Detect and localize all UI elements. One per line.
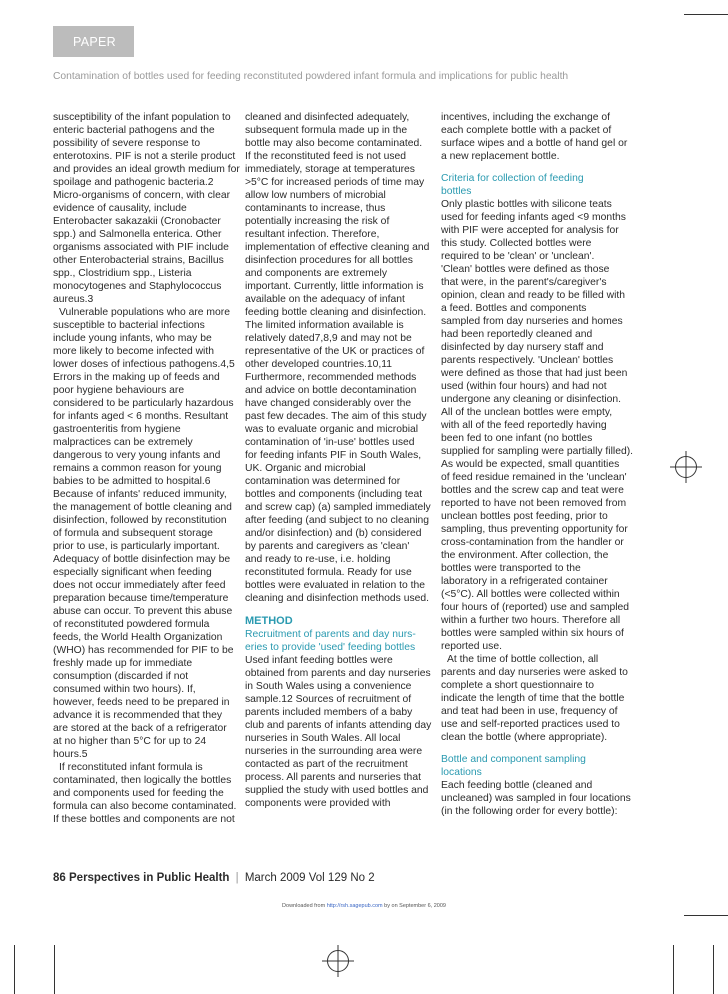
text-line: and components used for feeding the — [53, 788, 224, 799]
text-line: feeds, the World Health Organization — [53, 632, 223, 643]
text-line: by parents and caregivers as 'clean' — [245, 541, 410, 552]
text-line: Vulnerable populations who are more — [59, 307, 230, 318]
registration-mark-bottom — [327, 950, 349, 972]
text-line: disinfected by day nursery staff and — [441, 342, 604, 353]
text-line: formula can also become contaminated. — [53, 801, 237, 812]
text-line: club and parents of infants attending day — [245, 720, 432, 731]
page-number: 86 — [53, 872, 66, 884]
text-line: 'Clean' bottles were defined as those — [441, 264, 610, 275]
text-line: contaminants to increase, thus — [245, 203, 386, 214]
text-line: disinfection, followed by reconstitution — [53, 515, 227, 526]
text-line: contacted as part of the recruitment — [245, 759, 408, 770]
text-line: Enterobacter sakazakii (Cronobacter — [53, 216, 221, 227]
text-line: reported to have not been removed from — [441, 498, 627, 509]
text-line: prior to use, is particularly important. — [53, 541, 220, 552]
footer-separator: | — [235, 872, 239, 884]
text-line: Used infant feeding bottles were — [245, 655, 393, 666]
text-line: within a further two hours. Therefore all — [441, 615, 621, 626]
text-line: for infants aged < 6 months. Resultant — [53, 411, 229, 422]
text-line: remains a common reason for young — [53, 463, 222, 474]
text-line: representative of the UK or practices of — [245, 346, 425, 357]
text-line: Furthermore, recommended methods — [245, 372, 417, 383]
text-line: uncleaned) was sampled in four locations — [441, 793, 631, 804]
text-line: clean the bottle (where appropriate). — [441, 732, 608, 743]
text-line: use and self-reported practices used to — [441, 719, 620, 730]
text-line: more likely to become infected with — [53, 346, 214, 357]
text-line: feeding bottle cleaning and disinfection. — [245, 307, 427, 318]
text-line: and teat had been in use, frequency of — [441, 706, 618, 717]
text-line: consumed within two hours). If, — [53, 684, 196, 695]
subheading-line: locations — [441, 767, 482, 778]
text-line: potentially increasing the risk of — [245, 216, 390, 227]
crop-mark-bc2 — [673, 945, 674, 994]
text-line: Errors in the making up of feeds and — [53, 372, 220, 383]
text-line: sampling, thus preventing opportunity for — [441, 524, 628, 535]
column-1 — [53, 111, 249, 826]
text-line: other developed countries.10,11 — [245, 359, 393, 370]
text-line: process. All parents and nurseries that — [245, 772, 421, 783]
text-line: disinfection procedures for all bottles — [245, 255, 413, 266]
text-line: dangerous to very young infants and — [53, 450, 221, 461]
text-line: past few decades. The aim of this study — [245, 411, 427, 422]
text-line: surface wipes and a bottle of hand gel or — [441, 138, 628, 149]
text-line: cross-contamination from the handler or — [441, 537, 624, 548]
text-line: have changed considerably over the — [245, 398, 412, 409]
text-line: of feed residue remained in the 'unclean' — [441, 472, 627, 483]
text-line: of reconstituted powdered formula — [53, 619, 210, 630]
text-line: spp.) and Salmonella enterica. Other — [53, 229, 222, 240]
subheading-line: eries to provide 'used' feeding bottles — [245, 642, 416, 653]
text-line: evidence of causality, include — [53, 203, 187, 214]
text-line: subsequent formula made up in the — [245, 125, 408, 136]
text-line: (WHO) has recommended for PIF to be — [53, 645, 234, 656]
text-line: four hours of (reported) use and sampled — [441, 602, 630, 613]
text-line: parents included members of a baby — [245, 707, 413, 718]
text-line: At the time of bottle collection, all — [447, 654, 599, 665]
column-3 — [441, 111, 637, 818]
subheading-line: bottles — [441, 186, 472, 197]
text-line: does not occur immediately after feed — [53, 580, 226, 591]
text-line: reported use. — [441, 641, 502, 652]
text-line: used (within four hours) and had not — [441, 381, 607, 392]
text-line: sampled from day nurseries and homes — [441, 316, 623, 327]
text-line: consumption (discarded if not — [53, 671, 189, 682]
text-line: advance it is recommended that they — [53, 710, 223, 721]
text-line: with all of the feed reportedly having — [441, 420, 607, 431]
text-line: allow low numbers of microbial — [245, 190, 386, 201]
text-line: immediately, storage at temperatures — [245, 164, 415, 175]
text-line: relatively dated7,8,9 and may not be — [245, 333, 412, 344]
text-line: been fed to one infant (no bottles — [441, 433, 593, 444]
subheading-line: Bottle and component sampling — [441, 754, 586, 765]
text-line: aureus.3 — [53, 294, 94, 305]
text-line: cleaning and disinfection methods used. — [245, 593, 430, 604]
text-line: that were, in the parent's/caregiver's — [441, 277, 607, 288]
text-line: after feeding (and subject to no cleaning — [245, 515, 430, 526]
text-line: for feeding infants PIF in South Wales, — [245, 450, 422, 461]
text-line: enteric bacterial pathogens and the — [53, 125, 215, 136]
text-line: each complete bottle with a packet of — [441, 125, 612, 136]
text-line: possibility of severe response to — [53, 138, 201, 149]
text-line: required to be 'clean' or 'unclean'. — [441, 251, 595, 262]
crop-mark-bl — [14, 945, 15, 994]
text-line: sample.12 Sources of recruitment of — [245, 694, 412, 705]
text-line: a new replacement bottle. — [441, 151, 560, 162]
journal-title: Perspectives in Public Health — [69, 872, 230, 884]
text-line: the environment. After collection, the — [441, 550, 609, 561]
text-line: laboratory in a refrigerated container — [441, 576, 608, 587]
text-line: contaminated, then logically the bottles — [53, 775, 232, 786]
text-line: poor hygiene behaviours are — [53, 385, 185, 396]
text-line: and ready to re-use, i.e. holding — [245, 554, 391, 565]
text-line: had been reportedly cleaned and — [441, 329, 593, 340]
text-line: reconstituted formula. Ready for use — [245, 567, 412, 578]
text-line: considered to be particularly hazardous — [53, 398, 234, 409]
text-line: at no higher than 5°C for up to 24 — [53, 736, 207, 747]
text-line: monocytogenes and Staphylococcus — [53, 281, 222, 292]
subheading-line: Recruitment of parents and day nurs- — [245, 629, 416, 640]
text-line: preparation because time/temperature — [53, 593, 229, 604]
text-line: bottles were transported to the — [441, 563, 581, 574]
section-heading-method: METHOD — [245, 615, 293, 627]
text-line: hours.5 — [53, 749, 88, 760]
text-line: lower doses of infectious pathogens.4,5 — [53, 359, 235, 370]
text-line: was to evaluate organic and microbial — [245, 424, 419, 435]
section-tab: PAPER — [53, 26, 134, 57]
text-line: in South Wales using a convenience — [245, 681, 412, 692]
text-line: susceptibility of the infant population to — [53, 112, 231, 123]
issue-info: March 2009 Vol 129 No 2 — [244, 872, 375, 884]
text-line: abuse can occur. To prevent this abuse — [53, 606, 233, 617]
text-line: The limited information available is — [245, 320, 404, 331]
text-line: parents respectively. 'Unclean' bottles — [441, 355, 614, 366]
text-line: contamination was determined for — [245, 476, 401, 487]
crop-mark-bc — [54, 945, 55, 994]
text-line: babies to be admitted to hospital.6 — [53, 476, 211, 487]
text-line: (<5°C). All bottles were collected within — [441, 589, 620, 600]
subheading-line: Criteria for collection of feeding — [441, 173, 584, 184]
text-line: were defined as those that had just been — [441, 368, 628, 379]
registration-mark-right — [675, 456, 697, 478]
text-line: complete a short questionnaire to — [441, 680, 594, 691]
text-line: opinion, clean and ready to be filled with — [441, 290, 626, 301]
text-line: resultant infection. Therefore, — [245, 229, 380, 240]
text-line: this study. Collected bottles were — [441, 238, 592, 249]
text-line: implementation of effective cleaning and — [245, 242, 430, 253]
crop-mark-br2 — [713, 945, 714, 994]
text-line: especially significant when feeding — [53, 567, 212, 578]
text-line: supplied the study with used bottles and — [245, 785, 429, 796]
text-line: enterotoxins. PIF is not a sterile product — [53, 151, 236, 162]
text-line: bottles and components (including teat — [245, 489, 423, 500]
text-line: include young infants, who may be — [53, 333, 212, 344]
text-line: UK. Organic and microbial — [245, 463, 366, 474]
text-line: a feed. Bottles and components — [441, 303, 587, 314]
download-link[interactable]: http://rsh.sagepub.com — [326, 903, 383, 909]
text-line: nurseries in the surrounding area were — [245, 746, 423, 757]
column-2 — [245, 111, 441, 810]
text-line: gastroenteritis from hygiene — [53, 424, 181, 435]
text-line: As would be expected, small quantities — [441, 459, 620, 470]
text-line: used for feeding infants aged <9 months — [441, 212, 626, 223]
text-line: freshly made up for immediate — [53, 658, 193, 669]
crop-mark-tr — [684, 14, 728, 15]
text-line: If these bottles and components are not — [53, 814, 235, 825]
text-line: nurseries in South Wales. All local — [245, 733, 401, 744]
crop-mark-br — [684, 915, 728, 916]
text-line: Only plastic bottles with silicone teats — [441, 199, 612, 210]
text-line: with PIF were accepted for analysis for — [441, 225, 619, 236]
text-line: components were provided with — [245, 798, 391, 809]
text-line: contamination of 'in-use' bottles used — [245, 437, 415, 448]
text-line: susceptible to bacterial infections — [53, 320, 205, 331]
text-line: cleaned and disinfected adequately, — [245, 112, 410, 123]
text-line: bottle may also become contaminated. — [245, 138, 423, 149]
text-line: of formula and subsequent storage — [53, 528, 213, 539]
download-notice — [0, 903, 728, 909]
text-line: If the reconstituted feed is not used — [245, 151, 407, 162]
page-footer — [53, 872, 375, 884]
text-line: All of the unclean bottles were empty, — [441, 407, 613, 418]
text-line: the management of bottle cleaning and — [53, 502, 232, 513]
running-title: Contamination of bottles used for feeding reconstituted powdered infant formula and implications for public health — [53, 71, 569, 82]
text-line: Adequacy of bottle disinfection may be — [53, 554, 231, 565]
text-line: important. Currently, little information is — [245, 281, 424, 292]
text-line: unclean bottles post feeding, prior to — [441, 511, 608, 522]
text-line: supplied for sampling were partially filled). — [441, 446, 634, 457]
text-line: Each feeding bottle (cleaned and — [441, 780, 593, 791]
text-line: bottles and the screw cap and teat were — [441, 485, 624, 496]
text-line: and/or disinfection) and (b) considered — [245, 528, 422, 539]
text-line: >5°C for increased periods of time may — [245, 177, 425, 188]
text-line: spoilage and pathogenic bacteria.2 — [53, 177, 214, 188]
text-line: and provides an ideal growth medium for — [53, 164, 240, 175]
text-line: Because of infants' reduced immunity, — [53, 489, 227, 500]
text-line: bottles were sampled within six hours of — [441, 628, 624, 639]
text-line: Micro-organisms of concern, with clear — [53, 190, 231, 201]
text-line: other Enterobacterial strains, Bacillus — [53, 255, 224, 266]
text-line: If reconstituted infant formula is — [59, 762, 203, 773]
text-line: undergone any cleaning or disinfection. — [441, 394, 621, 405]
text-line: are stored at the back of a refrigerator — [53, 723, 227, 734]
text-line: (in the following order for every bottle): — [441, 806, 618, 817]
text-line: and components are extremely — [245, 268, 388, 279]
text-line: and advice on bottle decontamination — [245, 385, 417, 396]
text-line: incentives, including the exchange of — [441, 112, 611, 123]
text-line: indicate the length of time that the bottle — [441, 693, 625, 704]
text-line: malpractices can be extremely — [53, 437, 193, 448]
download-prefix: Downloaded from — [282, 903, 326, 909]
text-line: parents and day nurseries were asked to — [441, 667, 628, 678]
text-line: organisms associated with PIF include — [53, 242, 229, 253]
text-line: spp., Clostridium spp., Listeria — [53, 268, 192, 279]
text-line: bottles were evaluated in relation to the — [245, 580, 425, 591]
text-line: however, feeds need to be prepared in — [53, 697, 230, 708]
text-line: obtained from parents and day nurseries — [245, 668, 431, 679]
text-line: available on the adequacy of infant — [245, 294, 405, 305]
download-suffix: by on September 6, 2009 — [384, 903, 446, 909]
text-line: and screw cap) (a) sampled immediately — [245, 502, 431, 513]
